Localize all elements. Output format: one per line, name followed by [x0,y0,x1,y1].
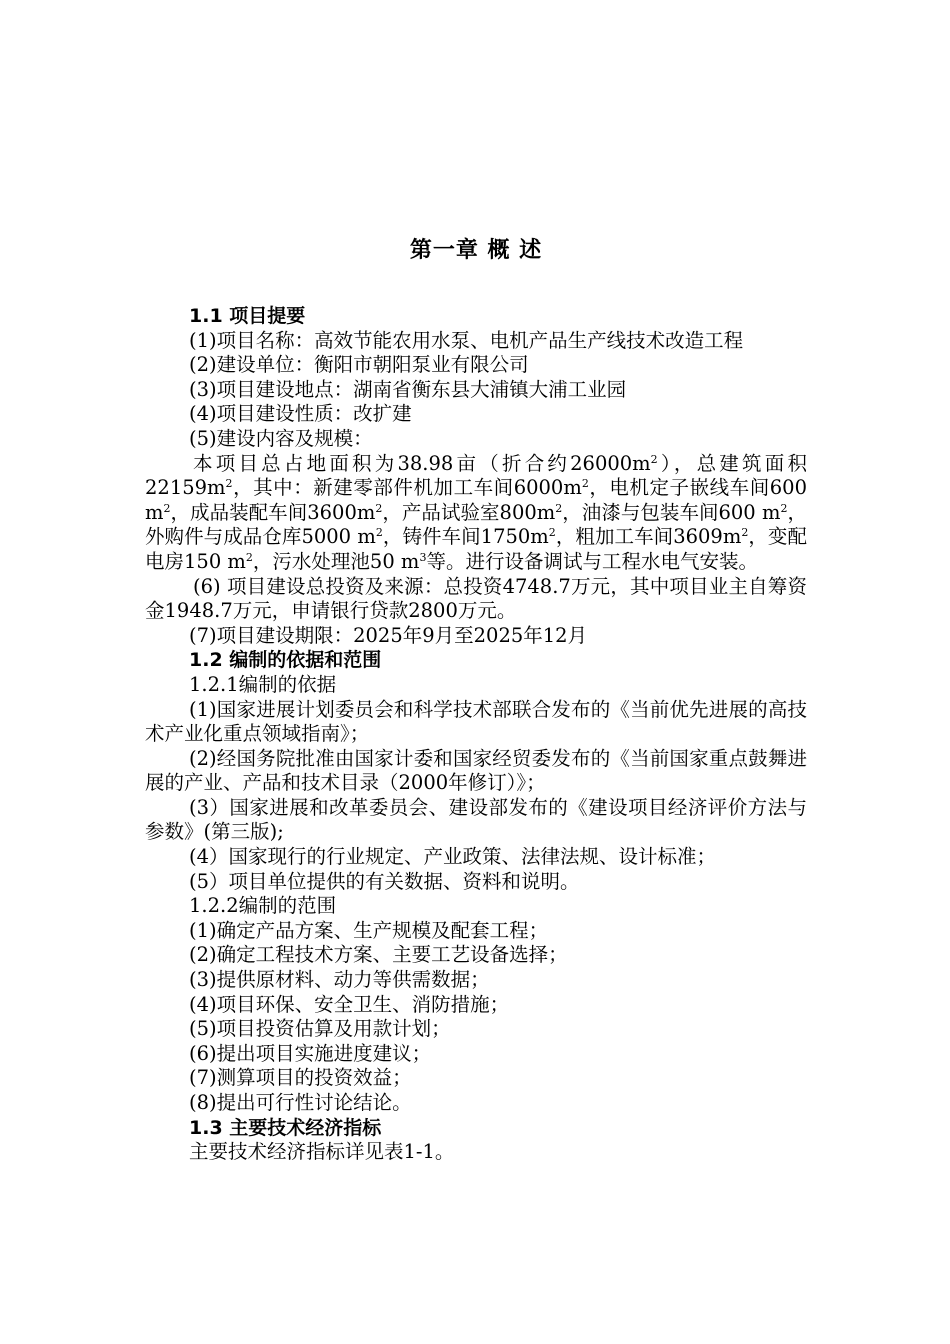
list-item: (3)提供原材料、动力等供需数据； [189,968,490,992]
list-item: (2)经国务院批准由国家计委和国家经贸委发布的《当前国家重点鼓舞进展的产业、产品和技术目录（2000年修订）》； [145,746,807,795]
document-page [145,228,807,1165]
list-item: (7)测算项目的投资效益； [189,1066,412,1090]
list-item: (4）国家现行的行业规定、产业政策、法律法规、设计标准； [189,845,717,869]
section-heading-1-2: 1.2 编制的依据和范围 [189,649,382,672]
section-heading-1-3: 1.3 主要技术经济指标 [189,1116,382,1139]
chapter-title: 第一章 概 述 [409,238,543,263]
subsection-heading-1-2-2: 1.2.2编制的范围 [189,894,337,918]
scale-paragraph: 本项目总占地面积为38.98亩（折合约$26000m^2$），总建筑面积$22159m^2$，其中：新建零部件机加工车间$6000m^2$，电机定子嵌线车间600 $m^2$，成品装配车间$3600m^2$，产品试验室$800m^2$，油漆与包装车间600 $m^2$，外购件与成品仓库5000 $m^2$，铸件车间$1750m^2$，粗加工车间$3609m^2$，变配电房150 $m^2$，污水处理池50 $m^3$等。进行设备调试与工程水电气安装。 [145,451,807,573]
list-item: (8)提出可行性讨论结论。 [189,1091,412,1114]
list-item: (4)项目环保、安全卫生、消防措施； [189,992,510,1016]
list-item: (2)建设单位：衡阳市朝阳泵业有限公司 [189,353,529,377]
list-item: (2)确定工程技术方案、主要工艺设备选择； [189,943,568,967]
list-item: (5)项目投资估算及用款计划； [189,1017,451,1041]
section-1-3-text: 主要技术经济指标详见表1-1。 [189,1140,455,1164]
period-paragraph: (7)项目建设期限：2025年9月至2025年12月 [189,623,588,647]
list-item: (3）国家进展和改革委员会、建设部发布的《建设项目经济评价方法与参数》(第三版); [145,795,807,844]
list-item: (1)项目名称：高效节能农用水泵、电机产品生产线技术改造工程 [189,328,744,352]
list-item: (5）项目单位提供的有关数据、资料和说明。 [189,869,580,893]
list-item: (6)提出项目实施进度建议； [189,1041,432,1065]
subsection-heading-1-2-1: 1.2.1编制的依据 [189,672,337,696]
list-item: (5)建设内容及规模： [189,426,373,450]
investment-paragraph: (6) 项目建设总投资及来源：总投资4748.7万元，其中项目业主自筹资金1948.7万元，申请银行贷款2800万元。 [145,574,807,623]
list-item: (3)项目建设地点：湖南省衡东县大浦镇大浦工业园 [189,377,627,401]
list-item: (1)国家进展计划委员会和科学技术部联合发布的《当前优先进展的高技术产业化重点领域指南》； [145,697,807,746]
section-heading-1-1: 1.1 项目提要 [189,305,306,327]
list-item: (1)确定产品方案、生产规模及配套工程； [189,918,549,942]
list-item: (4)项目建设性质：改扩建 [189,402,412,426]
